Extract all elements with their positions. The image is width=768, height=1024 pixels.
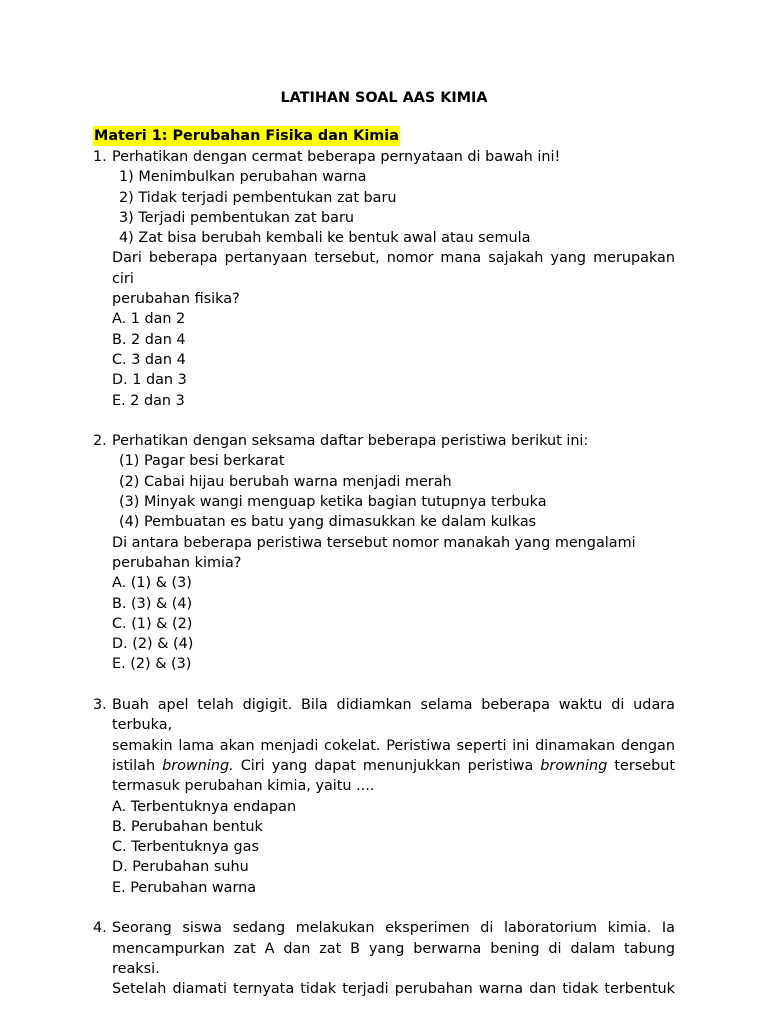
question-text: Perhatikan dengan cermat beberapa pernyataan di bawah ini! bbox=[112, 149, 561, 165]
answer-option: A. Terbentuknya endapan bbox=[112, 798, 297, 815]
question-1 bbox=[93, 147, 675, 411]
question-prompt: Di antara beberapa peristiwa tersebut nomor manakah yang mengalami bbox=[112, 534, 636, 551]
question-number: 1. bbox=[93, 149, 107, 165]
question-text: Seorang siswa sedang melakukan eksperimen di laboratorium kimia. Ia bbox=[112, 920, 675, 937]
answer-option: D. (2) & (4) bbox=[112, 636, 194, 653]
question-text: semakin lama akan menjadi cokelat. Peristiwa seperti ini dinamakan dengan bbox=[112, 737, 675, 754]
answer-option: C. Terbentuknya gas bbox=[112, 839, 259, 856]
question-text: Perhatikan dengan seksama daftar beberapa peristiwa berikut ini: bbox=[112, 433, 589, 450]
question-3 bbox=[93, 695, 675, 898]
answer-option: B. 2 dan 4 bbox=[112, 331, 186, 348]
answer-option: E. (2) & (3) bbox=[112, 656, 192, 673]
question-text: istilah browning. Ciri yang dapat menunjukkan peristiwa browning tersebut bbox=[112, 757, 675, 774]
question-number: 4. bbox=[93, 920, 107, 937]
answer-option: C. (1) & (2) bbox=[112, 615, 193, 632]
statement: (3) Minyak wangi menguap ketika bagian tutupnya terbuka bbox=[119, 494, 547, 511]
question-text: termasuk perubahan kimia, yaitu .... bbox=[112, 778, 375, 795]
statement: (2) Cabai hijau berubah warna menjadi merah bbox=[119, 473, 452, 490]
statement: (4) Pembuatan es batu yang dimasukkan ke dalam kulkas bbox=[119, 514, 537, 531]
statement: 2) Tidak terjadi pembentukan zat baru bbox=[119, 189, 397, 206]
answer-option: D. Perubahan suhu bbox=[112, 859, 249, 876]
answer-option: E. Perubahan warna bbox=[112, 879, 257, 896]
answer-option: C. 3 dan 4 bbox=[112, 351, 186, 368]
page-title: LATIHAN SOAL AAS KIMIA bbox=[280, 90, 488, 106]
question-prompt: Dari beberapa pertanyaan tersebut, nomor mana sajakah yang merupakan ciri bbox=[112, 250, 675, 287]
question-prompt: perubahan kimia? bbox=[112, 554, 242, 571]
answer-option: B. (3) & (4) bbox=[112, 595, 193, 612]
question-number: 2. bbox=[93, 433, 107, 450]
answer-option: A. (1) & (3) bbox=[112, 575, 192, 592]
question-2 bbox=[93, 431, 675, 675]
answer-option: A. 1 dan 2 bbox=[112, 311, 186, 328]
statement: 3) Terjadi pembentukan zat baru bbox=[119, 209, 355, 226]
questions-list bbox=[93, 147, 675, 999]
answer-option: D. 1 dan 3 bbox=[112, 372, 187, 389]
question-number: 3. bbox=[93, 697, 107, 714]
statement: (1) Pagar besi berkarat bbox=[119, 453, 285, 470]
statement: 1) Menimbulkan perubahan warna bbox=[119, 169, 367, 186]
answer-option: E. 2 dan 3 bbox=[112, 392, 185, 409]
section-heading: Materi 1: Perubahan Fisika dan Kimia bbox=[94, 128, 399, 144]
question-text: Buah apel telah digigit. Bila didiamkan selama beberapa waktu di udara terbuka, bbox=[112, 697, 675, 734]
answer-option: B. Perubahan bentuk bbox=[112, 818, 263, 835]
question-text: mencampurkan zat A dan zat B yang berwarna bening di dalam tabung reaksi. bbox=[112, 940, 675, 977]
question-4 bbox=[93, 918, 675, 999]
statement: 4) Zat bisa berubah kembali ke bentuk awal atau semula bbox=[119, 230, 531, 247]
question-text: Setelah diamati ternyata tidak terjadi perubahan warna dan tidak terbentuk bbox=[112, 981, 675, 998]
question-prompt: perubahan fisika? bbox=[112, 291, 240, 308]
